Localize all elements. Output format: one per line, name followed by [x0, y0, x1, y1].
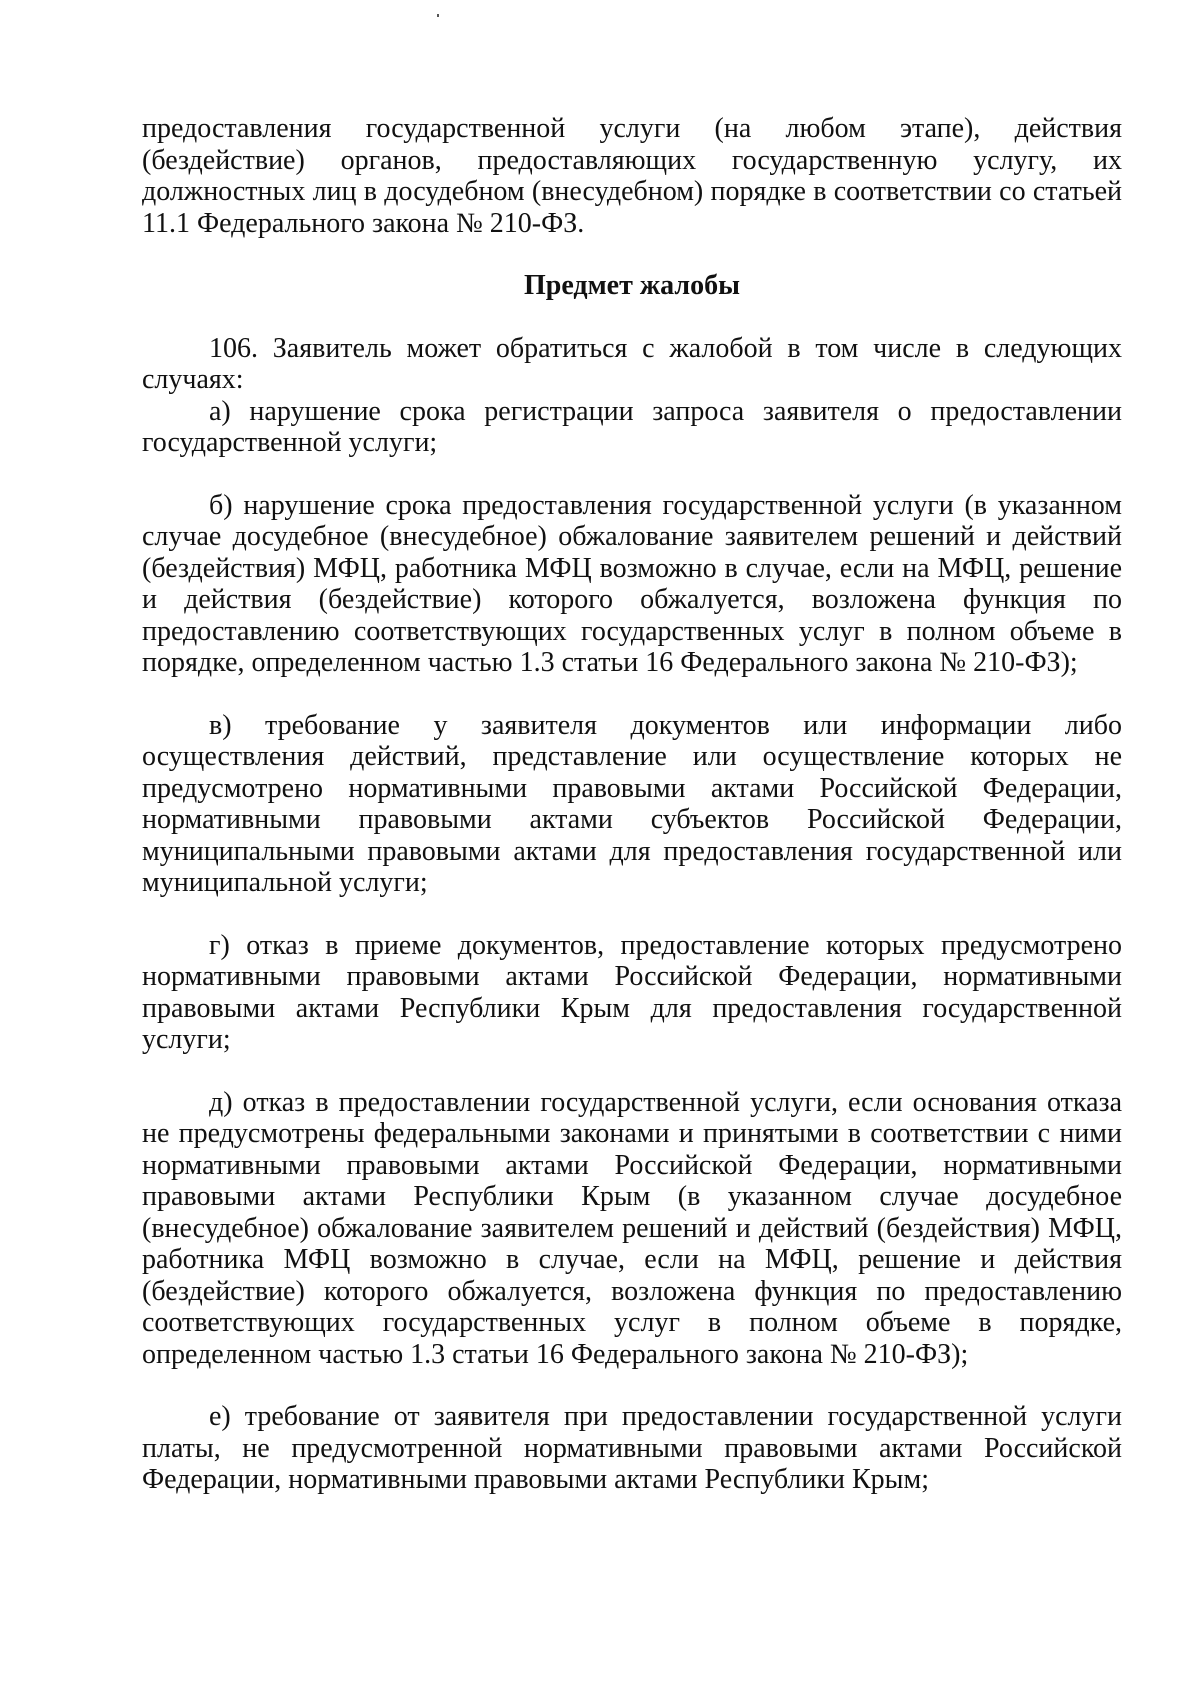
document-body — [142, 113, 1122, 1496]
list-item-b: б) нарушение срока предоставления государственной услуги (в указанном случае досудебное (внесудебное) обжалование заявителем решений и действий (бездействия) МФЦ, работника МФЦ возможно в случае, если на МФЦ, решение и действия (бездействие) которого обжалуется, возложена функция по предоставлению соответствующих государственных услуг в полном объеме в порядке, определенном частью 1.3 статьи 16 Федерального закона № 210-ФЗ); — [142, 489, 1122, 678]
paragraph-106: 106. Заявитель может обратиться с жалобой в том числе в следующих случаях: — [142, 332, 1122, 395]
list-item-v: в) требование у заявителя документов или информации либо осуществления действий, представление или осуществление которых не предусмотрено нормативными правовыми актами Российской Федерации, нормативными правовыми актами субъектов Российской Федерации, муниципальными правовыми актами для предоставления государственной или муниципальной услуги; — [142, 709, 1122, 898]
intro-paragraph: предоставления государственной услуги (на любом этапе), действия (бездействие) органов, предоставляющих государственную услугу, их должностных лиц в досудебном (внесудебном) порядке в соответствии со статьей 11.1 Федерального закона № 210-ФЗ. — [142, 113, 1122, 239]
list-item-d: д) отказ в предоставлении государственной услуги, если основания отказа не предусмотрены федеральными законами и принятыми в соответствии с ними нормативными правовыми актами Российской Федерации, нормативными правовыми актами Республики Крым (в указанном случае досудебное (внесудебное) обжалование заявителем решений и действий (бездействия) МФЦ, работника МФЦ возможно в случае, если на МФЦ, решение и действия (бездействие) которого обжалуется, возложена функция по предоставлению соответствующих государственных услуг в полном объеме в порядке, определенном частью 1.3 статьи 16 Федерального закона № 210-ФЗ); — [142, 1086, 1122, 1370]
scan-speck — [437, 14, 439, 17]
list-item-a: а) нарушение срока регистрации запроса заявителя о предоставлении государственной услуги; — [142, 395, 1122, 458]
section-heading: Предмет жалобы — [524, 270, 740, 301]
list-item-g: г) отказ в приеме документов, предоставление которых предусмотрено нормативными правовыми актами Российской Федерации, нормативными правовыми актами Республики Крым для предоставления государственной услуги; — [142, 929, 1122, 1055]
list-item-e: е) требование от заявителя при предоставлении государственной услуги платы, не предусмотренной нормативными правовыми актами Российской Федерации, нормативными правовыми актами Республики Крым; — [142, 1401, 1122, 1495]
